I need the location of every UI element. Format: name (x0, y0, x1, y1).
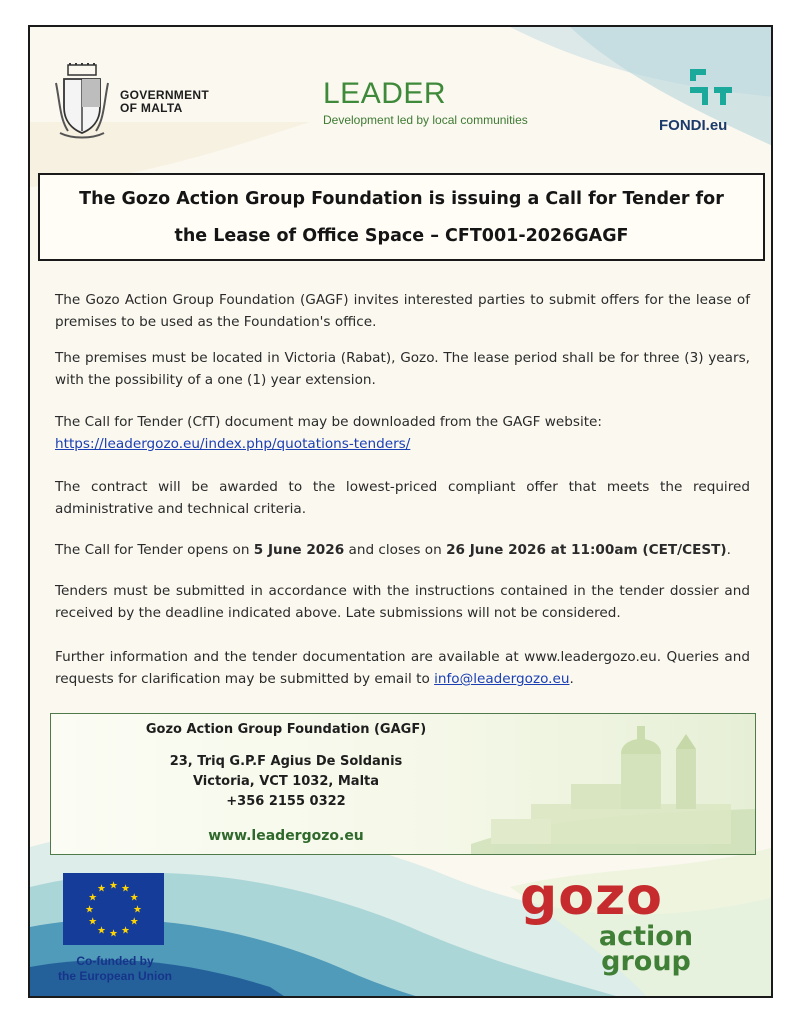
paragraph-dates (55, 539, 750, 561)
contact-street: 23, Triq G.P.F Agius De Soldanis (169, 754, 403, 769)
paragraph-location: The premises must be located in Victoria (Rabat), Gozo. The lease period shall be for three (3) years, with the possibility of a one (1) year extension. (55, 350, 750, 388)
download-text: The Call for Tender (CfT) document may be downloaded from the GAGF website: (55, 414, 602, 430)
tender-title-box (38, 173, 765, 261)
contact-box (50, 713, 756, 855)
contact-org: Gozo Action Group Foundation (GAGF) (145, 722, 427, 737)
leader-logo-title: LEADER (323, 77, 447, 110)
logo-action: action (598, 921, 694, 952)
paragraph-submission: Tenders must be submitted in accordance with the instructions contained in the tender dossier and received by the deadline indicated above. Late submissions will not be considered. (55, 583, 750, 621)
open-date: 5 June 2026 (253, 542, 345, 558)
dates-text-a: The Call for Tender opens on (55, 542, 254, 558)
contact-website[interactable]: www.leadergozo.eu (208, 828, 364, 844)
eu-line-1: Co-funded by (76, 954, 154, 968)
paragraph-info (55, 646, 750, 690)
eu-star-icon: ★ (129, 892, 139, 904)
paragraph-award: The contract will be awarded to the lowest-priced compliant offer that meets the required administrative and technical criteria. (55, 479, 750, 517)
contact-phone: +356 2155 0322 (226, 794, 346, 809)
eu-star-icon: ★ (97, 925, 106, 937)
tender-title-line-1: The Gozo Action Group Foundation is issuing a Call for Tender for (79, 189, 724, 209)
eu-star-icon: ★ (133, 904, 142, 916)
action-group-logo-text (591, 921, 701, 977)
close-date: 26 June 2026 at 11:00am (CET/CEST) (446, 542, 727, 558)
eu-stars (63, 873, 164, 945)
tender-download-link[interactable]: https://leadergozo.eu/index.php/quotations-tenders/ (55, 436, 411, 452)
eu-star-icon: ★ (109, 880, 118, 892)
fondi-logo-text: FONDI.eu (659, 117, 728, 134)
dates-text-b: and closes on (344, 542, 447, 558)
eu-cofunded-label (50, 954, 180, 984)
dates-text-c: . (726, 542, 731, 558)
eu-star-icon: ★ (97, 883, 106, 895)
eu-star-icon: ★ (121, 883, 130, 895)
info-text: Further information and the tender documentation are available at www.leadergozo.eu. Queries and requests for clarification may be submitted by email to (55, 649, 750, 687)
paragraph-invitation: The Gozo Action Group Foundation (GAGF) invites interested parties to submit offers for the lease of premises to be used as the Foundation's office. (55, 292, 750, 330)
eu-line-2: the European Union (58, 969, 172, 983)
poster-frame (28, 25, 773, 998)
eu-star-icon: ★ (88, 916, 98, 928)
tender-title-line-2: the Lease of Office Space – CFT001-2026GAGF (174, 226, 629, 246)
eu-star-icon: ★ (88, 892, 98, 904)
gov-line-1: GOVERNMENT (120, 88, 210, 102)
eu-flag-icon (63, 873, 164, 945)
fondi-logo-icon (686, 65, 736, 109)
eu-star-icon: ★ (129, 916, 139, 928)
malta-coat-of-arms-icon (54, 63, 110, 139)
paragraph-download (55, 411, 750, 455)
contact-city: Victoria, VCT 1032, Malta (192, 774, 380, 789)
logo-group: group (601, 946, 691, 977)
email-link[interactable]: info@leadergozo.eu (434, 671, 570, 687)
eu-star-icon: ★ (109, 928, 118, 940)
eu-star-icon: ★ (85, 904, 94, 916)
government-of-malta-label (120, 89, 209, 115)
eu-star-icon: ★ (121, 925, 130, 937)
leader-logo-subtitle: Development led by local communities (323, 113, 528, 127)
gozo-logo-text: gozo (520, 867, 663, 927)
info-end: . (569, 671, 574, 687)
gov-line-2: OF MALTA (120, 101, 183, 115)
